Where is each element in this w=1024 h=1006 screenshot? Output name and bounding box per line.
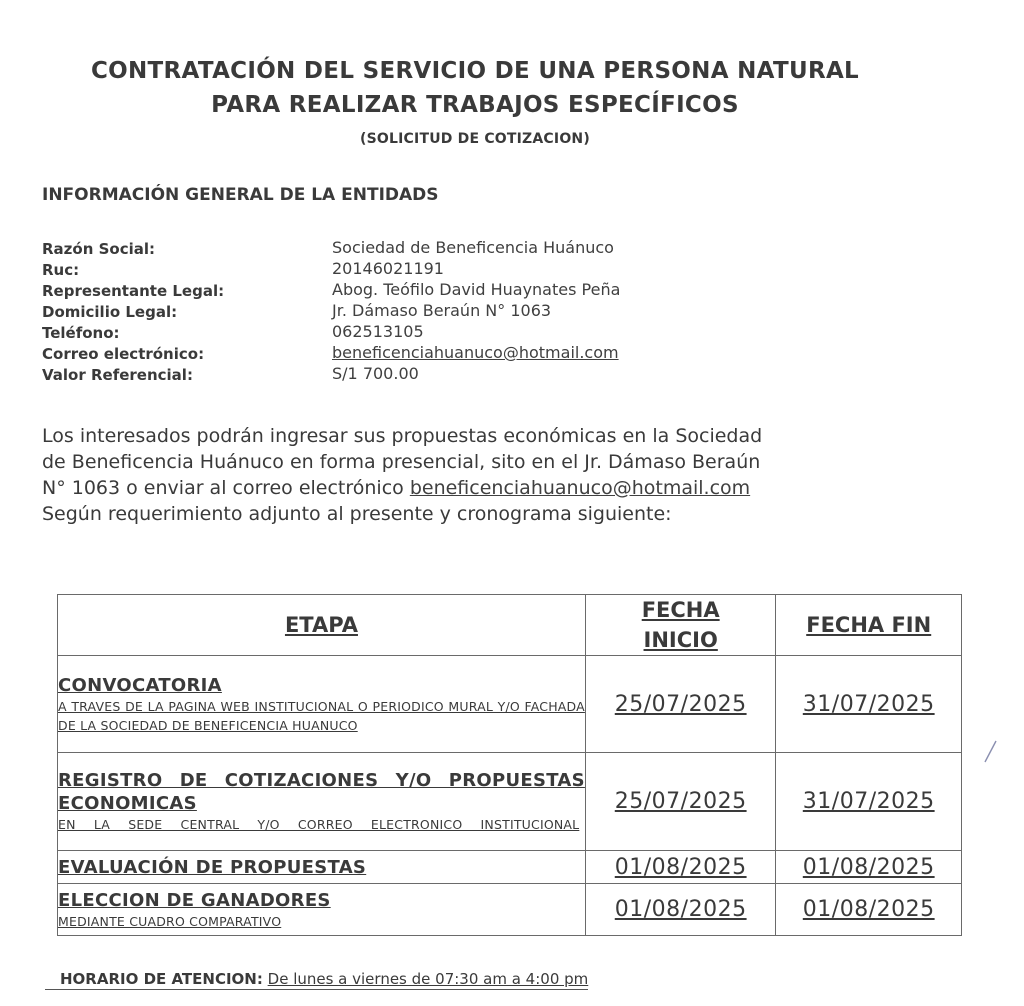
stage-description: EN LA SEDE CENTRAL Y/O CORREO ELECTRONICO INSTITUCIONAL xyxy=(58,817,580,832)
end-date: 31/07/2025 xyxy=(802,789,935,814)
stage-cell xyxy=(58,753,586,851)
email-link[interactable]: beneficenciahuanuco@hotmail.com xyxy=(409,477,751,499)
stage-description: A TRAVES DE LA PAGINA WEB INSTITUCIONAL O PERIODICO MURAL Y/O FACHADA DE LA SOCIEDAD DE BENEFICENCIA HUANUCO xyxy=(58,698,585,733)
paragraph-line: Los interesados podrán ingresar sus propuestas económicas en la Sociedad xyxy=(42,425,763,447)
info-value: 062513105 xyxy=(332,322,424,341)
email-link[interactable]: beneficenciahuanuco@hotmail.com xyxy=(332,343,619,362)
section-heading: INFORMACIÓN GENERAL DE LA ENTIDADS xyxy=(42,185,439,205)
office-hours xyxy=(45,970,588,990)
table-row xyxy=(58,656,962,753)
info-label: Valor Referencial: xyxy=(42,366,193,384)
info-value: Sociedad de Beneficencia Huánuco xyxy=(332,238,614,257)
stage-cell xyxy=(58,851,586,884)
info-value: 20146021191 xyxy=(332,259,444,278)
header-etapa xyxy=(58,595,586,656)
stage-cell xyxy=(58,884,586,936)
start-date-cell xyxy=(585,656,776,753)
info-label: Correo electrónico: xyxy=(42,345,205,363)
stage-title: REGISTRO DE COTIZACIONES Y/O PROPUESTAS ECONOMICAS xyxy=(58,770,585,814)
start-date: 25/07/2025 xyxy=(614,789,747,814)
stage-title: CONVOCATORIA xyxy=(58,674,222,696)
office-hours-value: De lunes a viernes de 07:30 am a 4:00 pm xyxy=(267,970,589,988)
document-subtitle: (SOLICITUD DE COTIZACION) xyxy=(360,131,590,147)
info-value: Jr. Dámaso Beraún N° 1063 xyxy=(332,301,552,320)
end-date-cell xyxy=(776,753,962,851)
info-label: Representante Legal: xyxy=(42,282,225,300)
office-hours-label: HORARIO DE ATENCION: xyxy=(60,970,263,988)
start-date-cell xyxy=(585,851,776,884)
header-fecha-fin xyxy=(776,595,962,656)
stage-cell xyxy=(58,656,586,753)
stage-description: MEDIANTE CUADRO COMPARATIVO xyxy=(58,913,282,929)
end-date-cell xyxy=(776,851,962,884)
document-title-line2: PARA REALIZAR TRABAJOS ESPECÍFICOS xyxy=(211,92,739,118)
header-fecha-inicio xyxy=(585,595,776,656)
header-fecha-inicio-line1: FECHA xyxy=(641,598,720,622)
table-row xyxy=(58,884,962,936)
paragraph-text: N° 1063 o enviar al correo electrónico xyxy=(42,477,410,499)
end-date: 01/08/2025 xyxy=(802,897,935,922)
table-row xyxy=(58,851,962,884)
info-label: Razón Social: xyxy=(42,240,156,258)
header-etapa-label: ETAPA xyxy=(284,613,358,637)
schedule-table xyxy=(57,594,962,936)
start-date: 01/08/2025 xyxy=(614,854,747,880)
start-date-cell xyxy=(585,753,776,851)
end-date: 01/08/2025 xyxy=(802,854,935,880)
info-label: Teléfono: xyxy=(42,324,120,342)
info-value: Abog. Teófilo David Huaynates Peña xyxy=(332,280,621,299)
stage-title: EVALUACIÓN DE PROPUESTAS xyxy=(58,856,367,878)
end-date-cell xyxy=(776,656,962,753)
end-date: 31/07/2025 xyxy=(802,691,935,717)
table-header-row xyxy=(58,595,962,656)
pen-mark-icon xyxy=(983,738,999,764)
paragraph-line: Según requerimiento adjunto al presente y cronograma siguiente: xyxy=(42,503,672,525)
instructions-paragraph xyxy=(42,423,922,527)
header-fecha-fin-label: FECHA FIN xyxy=(806,613,932,637)
header-fecha-inicio-line2: INICIO xyxy=(643,628,718,652)
paragraph-line xyxy=(42,475,922,501)
info-label: Domicilio Legal: xyxy=(42,303,178,321)
document-title-line1: CONTRATACIÓN DEL SERVICIO DE UNA PERSONA NATURAL xyxy=(90,58,860,84)
end-date-cell xyxy=(776,884,962,936)
paragraph-line: de Beneficencia Huánuco en forma presencial, sito en el Jr. Dámaso Beraún xyxy=(42,451,761,473)
start-date-cell xyxy=(585,884,776,936)
stage-title: ELECCION DE GANADORES xyxy=(58,889,331,911)
start-date: 25/07/2025 xyxy=(614,691,747,717)
table-row xyxy=(58,753,962,851)
info-label: Ruc: xyxy=(42,261,80,279)
info-value: S/1 700.00 xyxy=(332,364,419,383)
start-date: 01/08/2025 xyxy=(614,897,747,922)
